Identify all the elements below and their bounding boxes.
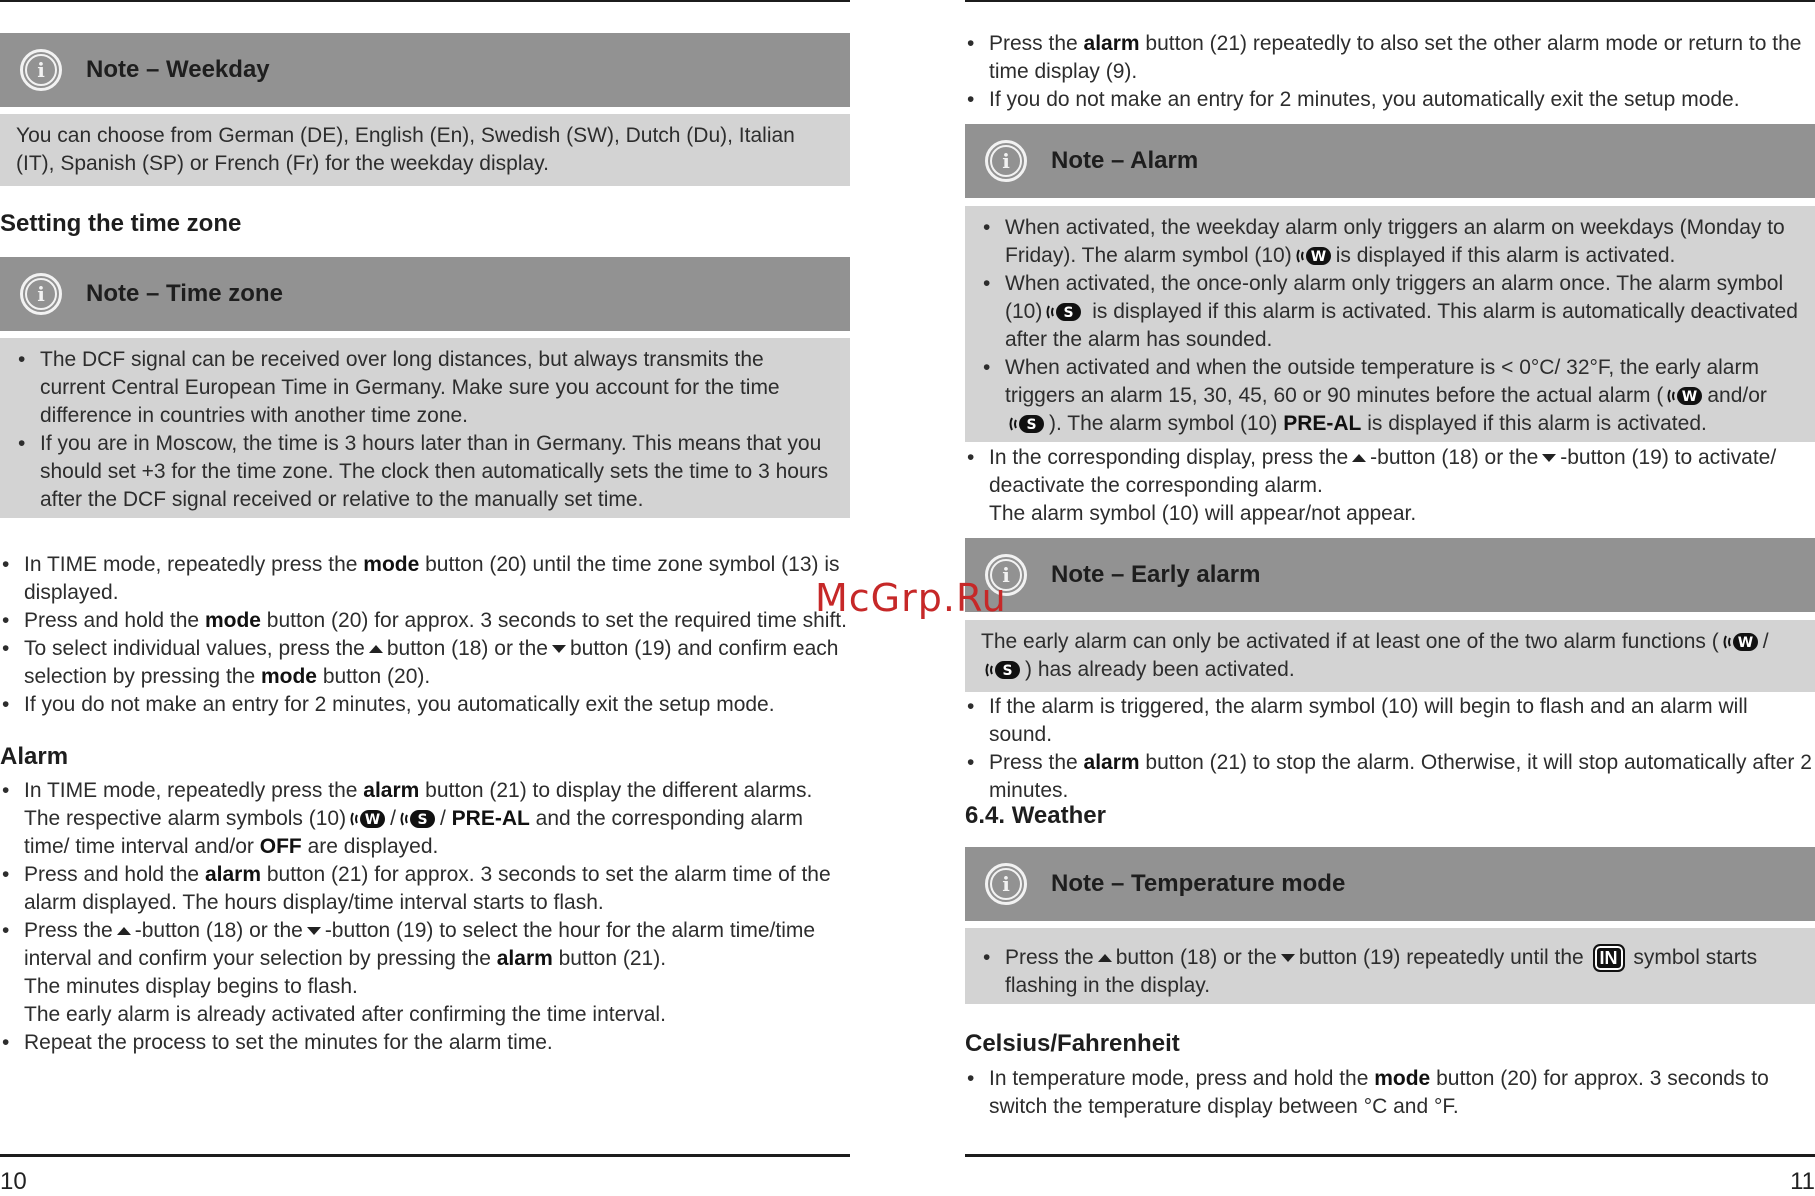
svg-text:W: W <box>1737 635 1753 652</box>
right-page <box>965 0 1815 1195</box>
note-alarm-header <box>965 124 1815 198</box>
heading-celsius-fahrenheit: Celsius/Fahrenheit <box>965 1030 1180 1057</box>
list-item: • Press and hold the alarm button (21) for approx. 3 seconds to set the alarm time of the alarm displayed. The hours display/time interval starts to flash. <box>0 861 850 917</box>
svg-text:S: S <box>1002 663 1013 680</box>
down-arrow-icon <box>552 645 566 653</box>
heading-time-zone: Setting the time zone <box>0 210 242 237</box>
svg-text:S: S <box>417 812 428 829</box>
heading-alarm: Alarm <box>0 743 69 770</box>
note-title: Note – Alarm <box>1051 147 1199 174</box>
list-item: • In TIME mode, repeatedly press the alarm button (21) to display the different alarms. The respective alarm symbols (10) W / S / PRE-AL and the corresponding alarm time/ time interval and/or OFF are displayed. <box>0 777 850 861</box>
note-weekday-header <box>0 33 850 107</box>
note-timezone-header <box>0 257 850 331</box>
info-icon: i <box>985 554 1027 596</box>
note-timezone-body <box>0 338 850 518</box>
alarm-trigger-steps <box>965 693 1815 805</box>
note-text: You can choose from German (DE), English (En), Swedish (SW), Dutch (Du), Italian (IT), Spanish (SP) or French (Fr) for the weekday display. <box>16 124 795 175</box>
note-title: Note – Early alarm <box>1051 561 1261 588</box>
note-alarm-body <box>965 206 1815 442</box>
once-alarm-icon <box>1008 414 1046 434</box>
top-rule <box>0 0 850 2</box>
list-item: • When activated, the weekday alarm only triggers an alarm on weekdays (Monday to Friday). The alarm symbol (10) W is displayed if this alarm is activated. <box>981 214 1799 270</box>
list-item: • If you do not make an entry for 2 minutes, you automatically exit the setup mode. <box>965 86 1815 114</box>
weekday-alarm-icon <box>349 809 387 829</box>
note-title: Note – Time zone <box>86 280 283 307</box>
down-arrow-icon <box>1542 454 1556 462</box>
weekday-alarm-icon <box>1295 246 1333 266</box>
note-title: Note – Temperature mode <box>1051 870 1346 897</box>
note-temperature-body <box>965 928 1815 1004</box>
activate-alarm-step <box>965 444 1815 528</box>
once-alarm-icon <box>1045 302 1083 322</box>
list-item: • Repeat the process to set the minutes for the alarm time. <box>0 1029 850 1057</box>
left-page <box>0 0 850 1195</box>
up-arrow-icon <box>1098 954 1112 962</box>
list-item: • If you are in Moscow, the time is 3 hours later than in Germany. This means that you should set +3 for the time zone. The clock then automatically sets the time to 3 hours after the DCF signal received or relative to the manually set time. <box>16 430 834 514</box>
list-item: • If the alarm is triggered, the alarm symbol (10) will begin to flash and an alarm will sound. <box>965 693 1815 749</box>
info-icon: i <box>985 863 1027 905</box>
info-icon: i <box>20 273 62 315</box>
bottom-rule <box>965 1154 1815 1157</box>
svg-text:S: S <box>1063 305 1074 322</box>
up-arrow-icon <box>369 645 383 653</box>
note-early-alarm-header <box>965 538 1815 612</box>
info-icon: i <box>20 49 62 91</box>
list-item: • The DCF signal can be received over long distances, but always transmits the current Central European Time in Germany. Make sure you account for the time difference in countries with another time zone. <box>16 346 834 430</box>
watermark: McGrp.Ru <box>815 576 1007 620</box>
down-arrow-icon <box>1281 954 1295 962</box>
note-title: Note – Weekday <box>86 56 270 83</box>
note-weekday-body <box>0 114 850 186</box>
bottom-rule <box>0 1154 850 1157</box>
page-number: 11 <box>1790 1168 1815 1195</box>
svg-text:W: W <box>1682 389 1698 406</box>
celsius-step <box>965 1065 1815 1121</box>
alarm-mode-steps <box>965 30 1815 114</box>
time-zone-steps <box>0 551 850 719</box>
svg-text:W: W <box>1310 249 1326 266</box>
top-rule <box>965 0 1815 2</box>
list-item: • When activated and when the outside temperature is < 0°C/ 32°F, the early alarm triggers an alarm 15, 30, 45, 60 or 90 minutes before the actual alarm ( W and/or S ). The alarm symbol (10) PRE-AL is displayed if this alarm is activated. <box>981 354 1799 438</box>
list-item: • Press the alarm button (21) repeatedly to also set the other alarm mode or return to the time display (9). <box>965 30 1815 86</box>
up-arrow-icon <box>1352 454 1366 462</box>
list-item: • To select individual values, press the button (18) or the button (19) and confirm each selection by pressing the mode button (20). <box>0 635 850 691</box>
list-item: • Press the button (18) or the button (19) repeatedly until the IN symbol starts flashing in the display. <box>981 944 1799 1000</box>
svg-text:W: W <box>364 812 381 829</box>
in-symbol-icon: IN <box>1593 944 1625 972</box>
weekday-alarm-icon <box>1722 632 1760 652</box>
note-early-alarm-body <box>965 620 1815 692</box>
heading-weather: 6.4. Weather <box>965 802 1106 829</box>
info-icon: i <box>985 140 1027 182</box>
alarm-steps <box>0 777 850 1057</box>
list-item: • If you do not make an entry for 2 minutes, you automatically exit the setup mode. <box>0 691 850 719</box>
note-temperature-header <box>965 847 1815 921</box>
down-arrow-icon <box>307 927 321 935</box>
list-item: • When activated, the once-only alarm only triggers an alarm once. The alarm symbol (10) S is displayed if this alarm is activated. This alarm is automatically deactivated after the alarm has sounded. <box>981 270 1799 354</box>
weekday-alarm-icon <box>1666 386 1704 406</box>
svg-text:S: S <box>1026 417 1037 434</box>
once-alarm-icon <box>399 809 437 829</box>
note-text: The early alarm can only be activated if at least one of the two alarm functions ( W / S ) has already been activated. <box>981 630 1769 681</box>
list-item: • In TIME mode, repeatedly press the mode button (20) until the time zone symbol (13) is displayed. <box>0 551 850 607</box>
up-arrow-icon <box>117 927 131 935</box>
once-alarm-icon <box>984 660 1022 680</box>
list-item: • Press the -button (18) or the -button (19) to select the hour for the alarm time/time interval and confirm your selection by pressing the alarm button (21). The minutes display begins to flash. The early alarm is already activated after confirming the time interval. <box>0 917 850 1029</box>
page-number: 10 <box>0 1168 27 1195</box>
list-item: • Press and hold the mode button (20) for approx. 3 seconds to set the required time shift. <box>0 607 850 635</box>
list-item: • In temperature mode, press and hold the mode button (20) for approx. 3 seconds to switch the temperature display between °C and °F. <box>965 1065 1815 1121</box>
list-item: • In the corresponding display, press the -button (18) or the -button (19) to activate/ deactivate the corresponding alarm. The alarm symbol (10) will appear/not appear. <box>965 444 1815 528</box>
list-item: • Press the alarm button (21) to stop the alarm. Otherwise, it will stop automatically after 2 minutes. <box>965 749 1815 805</box>
